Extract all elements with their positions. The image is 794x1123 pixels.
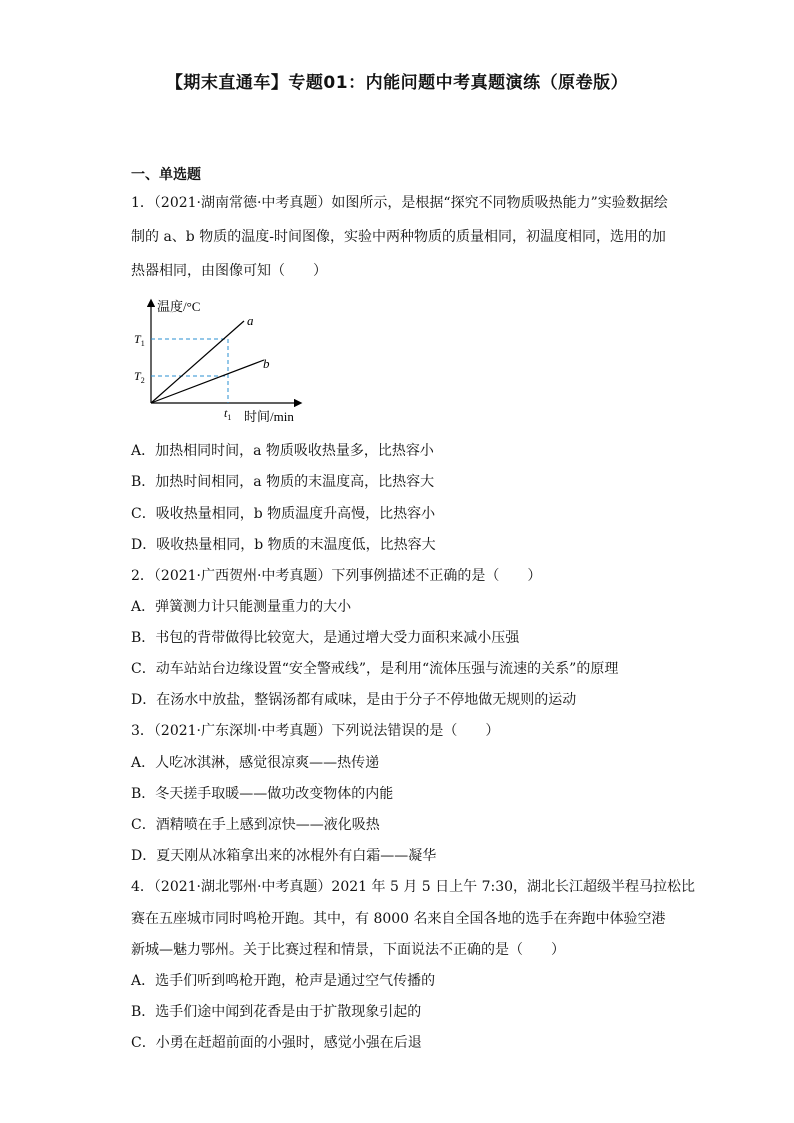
q2-option-a: A．弹簧测力计只能测量重力的大小 xyxy=(131,599,352,615)
t1-label: $t_1$ xyxy=(224,406,232,422)
q3-option-c: C．酒精喷在手上感到凉快——液化吸热 xyxy=(131,817,380,833)
q3-option-a: A．人吃冰淇淋，感觉很凉爽——热传递 xyxy=(131,755,380,771)
line-a xyxy=(151,321,244,403)
T1-label: $T_1$ xyxy=(134,332,145,348)
q2-option-c: C．动车站站台边缘设置“安全警戒线”，是利用“流体压强与流速的关系”的原理 xyxy=(131,661,619,677)
q1-option-a: A．加热相同时间，a 物质吸收热量多，比热容小 xyxy=(131,443,434,459)
y-axis-label: 温度/°C xyxy=(157,299,201,314)
q4-stem-line-1: 4．（2021·湖北鄂州·中考真题）2021 年 5 月 5 日上午 7:30，湖北长江超级半程马拉松比 xyxy=(131,879,696,895)
q1-stem-line-2: 制的 a、b 物质的温度-时间图像，实验中两种物质的质量相同，初温度相同，选用的加 xyxy=(131,229,666,245)
q2-option-d: D．在汤水中放盐，整锅汤都有咸味，是由于分子不停地做无规则的运动 xyxy=(131,692,577,708)
T2-label: $T_2$ xyxy=(134,369,145,385)
q1-option-b: B．加热时间相同，a 物质的末温度高，比热容大 xyxy=(131,474,435,490)
q4-option-c: C．小勇在赶超前面的小强时，感觉小强在后退 xyxy=(131,1035,422,1051)
q3-option-b: B．冬天搓手取暖——做功改变物体的内能 xyxy=(131,786,394,802)
q4-option-a: A．选手们听到鸣枪开跑，枪声是通过空气传播的 xyxy=(131,973,436,989)
document-title: 【期末直通车】专题01：内能问题中考真题演练（原卷版） xyxy=(165,73,629,93)
q1-stem-line-3: 热器相同，由图像可知（ ） xyxy=(131,263,327,279)
q1-temperature-time-graph xyxy=(128,295,318,425)
q1-option-c: C．吸收热量相同，b 物质温度升高慢，比热容小 xyxy=(131,506,436,522)
q4-option-b: B．选手们途中闻到花香是由于扩散现象引起的 xyxy=(131,1004,422,1020)
q1-stem-line-1: 1．（2021·湖南常德·中考真题）如图所示，是根据“探究不同物质吸热能力”实验数据绘 xyxy=(131,195,668,211)
line-b-label: b xyxy=(263,356,270,371)
section-title: 一、单选题 xyxy=(131,167,201,183)
q4-stem-line-3: 新城—魅力鄂州。关于比赛过程和情景，下面说法不正确的是（ ） xyxy=(131,942,565,958)
q3-option-d: D．夏天刚从冰箱拿出来的冰棍外有白霜——凝华 xyxy=(131,848,437,864)
q2-option-b: B．书包的背带做得比较宽大，是通过增大受力面积来减小压强 xyxy=(131,630,520,646)
q2-stem: 2．（2021·广西贺州·中考真题）下列事例描述不正确的是（ ） xyxy=(131,568,542,584)
q1-option-d: D．吸收热量相同，b 物质的末温度低，比热容大 xyxy=(131,537,436,553)
q4-stem-line-2: 赛在五座城市同时鸣枪开跑。其中，有 8000 名来自全国各地的选手在奔跑中体验空港 xyxy=(131,911,666,927)
line-b xyxy=(151,360,264,403)
q3-stem: 3．（2021·广东深圳·中考真题）下列说法错误的是（ ） xyxy=(131,723,500,739)
x-axis-label: 时间/min xyxy=(244,409,294,424)
line-a-label: a xyxy=(247,313,254,328)
